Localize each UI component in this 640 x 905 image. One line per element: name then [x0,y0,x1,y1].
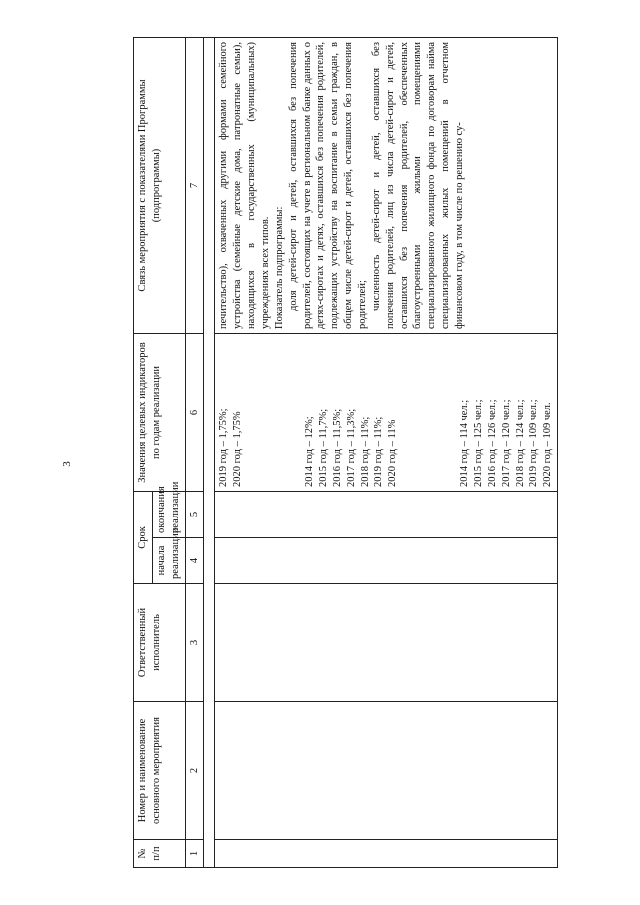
cell-num [215,840,558,868]
indicator-line: 2017 год – 11,3%; [345,408,357,487]
page-number: 3 [60,461,73,467]
indicator-line: 2018 год – 124 чел.; [514,399,526,487]
indicator-line: 2014 год – 12%; [304,416,316,487]
indicator-line: 2020 год – 1,75% [232,411,244,487]
header-term: Срок [134,491,153,583]
separator [204,37,215,867]
cell-indicators [215,333,558,491]
header-executor: Ответственный исполнитель [134,584,186,702]
header-row [134,37,153,867]
col-number: 4 [185,538,204,584]
indicator-line: 2016 год – 11,5%; [331,408,343,487]
cell-program-link [215,37,558,333]
col-number: 7 [185,37,204,333]
table-row [215,37,558,867]
link-paragraph-3: численность детей-сирот и детей, оставшихся без попечения родителей, лиц из числа детей-сирот и детей, оставшихся без попечения родителей, обеспеченных благоустроенными жилыми помещениями специализированного жилищного фонда по договорам найма специализированных жилых помещений в отчетном финансовом году, в том числе по решению су- [370,41,466,329]
separator-row [204,37,215,867]
col-number: 1 [185,840,204,868]
indicator-line: 2019 год – 1,75%; [218,408,230,487]
col-number: 5 [185,491,204,537]
indicator-line: 2019 год – 11%; [373,416,385,487]
link-paragraph-1: печительство), охваченных другими формами семейного устройства (семейные детские дома, патронатные семьи), находящихся в государственных (муниципальных) учреждениях всех типов. [218,41,272,329]
activities-table [133,37,558,868]
cell-executor [215,584,558,702]
link-paragraph-2: доля детей-сирот и детей, оставшихся без попечения родителей, состоящих на учете в региональном банке данных о детях-сиротах и детях, оставшихся без попечения родителей, подлежащих устройству на воспитание в семьи граждан, в общем числе детей-сирот и детей, оставшихся без попечения родителей; [287,41,369,329]
header-term-end: окончания реализации [152,491,185,537]
cell-term-start [215,538,558,584]
col-number: 6 [185,333,204,491]
indicator-line: 2014 год – 114 чел.; [459,399,471,487]
indicator-line: 2015 год – 125 чел.; [473,399,485,487]
col-number: 3 [185,584,204,702]
cell-activity [215,702,558,840]
header-activity: Номер и наименование основного мероприятия [134,702,186,840]
indicator-line: 2020 год – 109 чел. [542,402,554,487]
column-numbers-row [185,37,204,867]
indicator-line: 2016 год – 126 чел.; [486,399,498,487]
indicator-line: 2019 год – 109 чел.; [528,399,540,487]
header-num: № п/п [134,840,186,868]
indicator-line: 2017 год – 120 чел.; [500,399,512,487]
indicator-line: 2015 год – 11,7%; [318,408,330,487]
table-wrapper [133,38,603,868]
indicator-line: 2018 год – 11%; [359,416,371,487]
indicator-line: 2020 год – 11% [387,419,399,487]
cell-term-end [215,491,558,537]
link-subheading: Показатель подпрограммы: [273,206,285,329]
col-number: 2 [185,702,204,840]
header-term-start: начала реализации [152,538,185,584]
header-program-link: Связь мероприятия с показателями Программы (подпрограммы) [134,37,186,333]
header-indicators: Значения целевых индикаторов по годам реализации [134,333,186,491]
